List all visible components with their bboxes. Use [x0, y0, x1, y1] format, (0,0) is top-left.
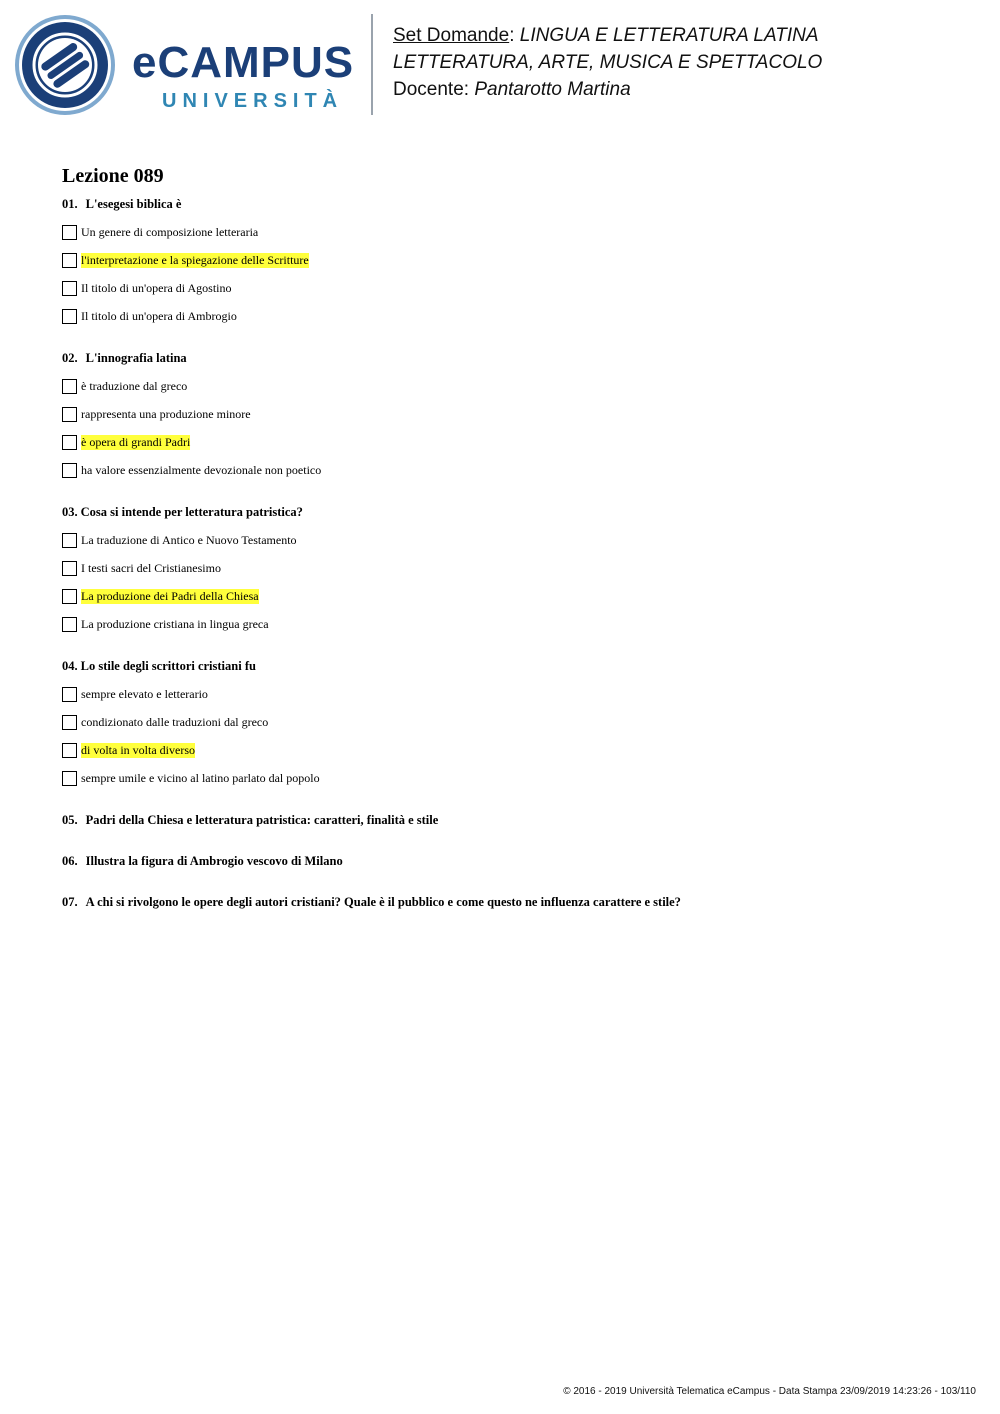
option-text: ha valore essenzialmente devozionale non poetico: [81, 462, 322, 477]
question-number: 05.: [62, 813, 78, 827]
checkbox[interactable]: [62, 407, 77, 422]
question-text: Lo stile degli scrittori cristiani fu: [80, 659, 256, 673]
spacer: [62, 484, 962, 498]
question-sheet: [62, 162, 962, 929]
checkbox[interactable]: [62, 435, 77, 450]
option-text: rappresenta una produzione minore: [81, 406, 251, 421]
question-number: 04.: [62, 659, 78, 673]
set-label: Set Domande: [393, 25, 510, 46]
option-text: I testi sacri del Cristianesimo: [81, 560, 221, 575]
question-number: 02.: [62, 351, 78, 365]
answer-option[interactable]: [62, 274, 962, 302]
question-number: 01.: [62, 197, 78, 211]
option-text: sempre elevato e letterario: [81, 686, 208, 701]
open-question: [62, 806, 962, 847]
checkbox[interactable]: [62, 309, 77, 324]
option-text: La produzione cristiana in lingua greca: [81, 616, 269, 631]
option-text: Un genere di composizione letteraria: [81, 224, 259, 239]
option-text-highlighted: l'interpretazione e la spiegazione delle Scritture: [81, 252, 309, 267]
answer-option[interactable]: [62, 554, 962, 582]
checkbox[interactable]: [62, 617, 77, 632]
ecampus-seal-icon: [14, 14, 116, 116]
course-title-line2-row: [393, 49, 822, 76]
answer-option[interactable]: [62, 610, 962, 638]
lesson-title: Lezione 089: [62, 165, 164, 187]
answer-option[interactable]: [62, 246, 962, 274]
answer-option[interactable]: [62, 708, 962, 736]
header-divider: [371, 14, 373, 115]
teacher-name: Pantarotto Martina: [474, 79, 631, 100]
option-text: Il titolo di un'opera di Agostino: [81, 280, 232, 295]
checkbox[interactable]: [62, 225, 77, 240]
course-info: [393, 22, 822, 103]
option-text: La traduzione di Antico e Nuovo Testamento: [81, 532, 297, 547]
logo-subtitle-text: UNIVERSITÀ: [162, 90, 344, 112]
question-number: 06.: [62, 854, 78, 868]
answer-option[interactable]: [62, 526, 962, 554]
question-number: 03.: [62, 505, 78, 519]
question-number: 07.: [62, 895, 78, 909]
question-title: [62, 344, 962, 372]
option-text: condizionato dalle traduzioni dal greco: [81, 714, 269, 729]
checkbox[interactable]: [62, 281, 77, 296]
answer-option[interactable]: [62, 302, 962, 330]
question-text: A chi si rivolgono le opere degli autori cristiani? Quale è il pubblico e come questo ne influenza carattere e stile?: [85, 895, 681, 909]
course-title-line2: LETTERATURA, ARTE, MUSICA E SPETTACOLO: [393, 52, 823, 73]
checkbox[interactable]: [62, 743, 77, 758]
checkbox[interactable]: [62, 561, 77, 576]
question-title: [62, 498, 962, 526]
ecampus-wordmark: [132, 38, 362, 118]
open-question: [62, 888, 962, 929]
question-text: L'innografia latina: [85, 351, 187, 365]
question-title: [62, 190, 962, 218]
set-separator: :: [509, 25, 515, 46]
checkbox[interactable]: [62, 771, 77, 786]
page-footer: © 2016 - 2019 Università Telematica eCampus - Data Stampa 23/09/2019 14:23:26 - 103/110: [563, 1386, 976, 1397]
teacher-line: [393, 76, 822, 103]
answer-option[interactable]: [62, 372, 962, 400]
checkbox[interactable]: [62, 589, 77, 604]
answer-option[interactable]: [62, 218, 962, 246]
spacer: [62, 638, 962, 652]
checkbox[interactable]: [62, 253, 77, 268]
option-text-highlighted: di volta in volta diverso: [81, 742, 195, 757]
option-text-highlighted: La produzione dei Padri della Chiesa: [81, 588, 259, 603]
open-question: [62, 847, 962, 888]
answer-option[interactable]: [62, 456, 962, 484]
checkbox[interactable]: [62, 715, 77, 730]
spacer: [62, 792, 962, 806]
option-text: Il titolo di un'opera di Ambrogio: [81, 308, 237, 323]
option-text: sempre umile e vicino al latino parlato dal popolo: [81, 770, 320, 785]
course-title-line1: LINGUA E LETTERATURA LATINA: [519, 25, 819, 46]
checkbox[interactable]: [62, 463, 77, 478]
option-text-highlighted: è opera di grandi Padri: [81, 434, 191, 449]
answer-option[interactable]: [62, 400, 962, 428]
set-line: [393, 22, 822, 49]
answer-option[interactable]: [62, 680, 962, 708]
question-text: Cosa si intende per letteratura patristica?: [80, 505, 303, 519]
logo-wordmark-text: eCAMPUS: [132, 38, 355, 87]
checkbox[interactable]: [62, 533, 77, 548]
page-header: [0, 0, 1000, 130]
answer-option[interactable]: [62, 764, 962, 792]
question-text: L'esegesi biblica è: [85, 197, 182, 211]
question-text: Padri della Chiesa e letteratura patristica: caratteri, finalità e stile: [85, 813, 439, 827]
checkbox[interactable]: [62, 687, 77, 702]
question-text: Illustra la figura di Ambrogio vescovo di Milano: [85, 854, 343, 868]
option-text: è traduzione dal greco: [81, 378, 188, 393]
answer-option[interactable]: [62, 736, 962, 764]
answer-option[interactable]: [62, 582, 962, 610]
checkbox[interactable]: [62, 379, 77, 394]
question-title: [62, 652, 962, 680]
teacher-label: Docente:: [393, 79, 470, 100]
answer-option[interactable]: [62, 428, 962, 456]
spacer: [62, 330, 962, 344]
